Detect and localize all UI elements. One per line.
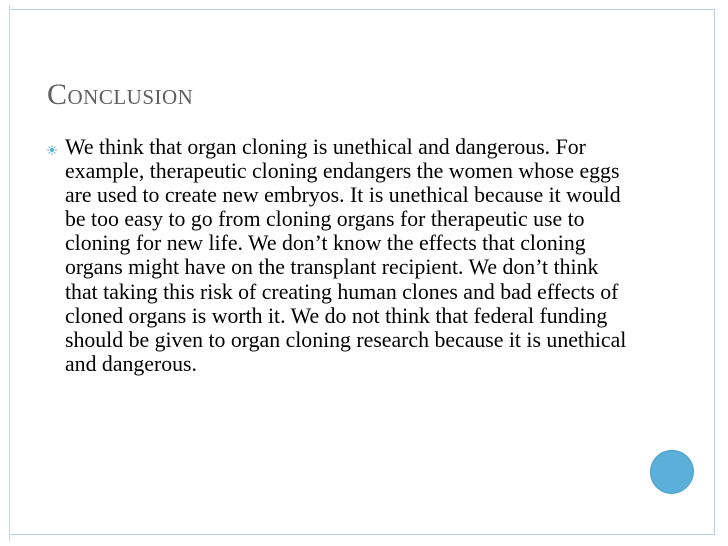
circle-decoration-ring — [646, 446, 696, 496]
title-initial: C — [47, 78, 68, 111]
title-rest: ONCLUSION — [67, 85, 194, 109]
page-title — [47, 78, 193, 112]
frame-edge-line — [9, 5, 10, 541]
sun-bullet-icon — [47, 145, 57, 155]
bullet-text: We think that organ cloning is unethical and dangerous. For example, therapeutic cloning endangers the women whose eggs are used to create new embryos. It is unethical because it would be too easy to go from cloning organs for therapeutic use to cloning for new life. We don’t know the effects that cloning organs might have on the transplant recipient. We don’t think that taking this risk of creating human clones and bad effects of cloned organs is worth it. We do not think that federal funding should be given to organ cloning research because it is unethical and dangerous. — [65, 135, 627, 376]
